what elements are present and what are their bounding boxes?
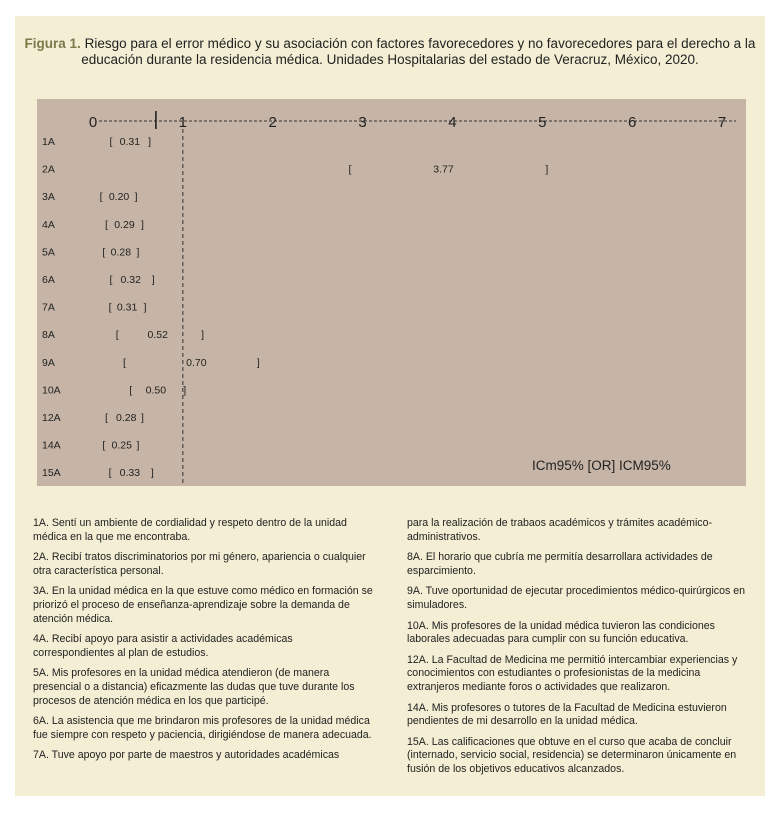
ci-high-bracket: ] [150, 467, 154, 480]
ci-high-bracket: ] [201, 329, 205, 342]
row-label: 6A [42, 274, 55, 286]
or-value-label: 3.77 [433, 163, 454, 176]
ci-high-bracket: ] [140, 218, 144, 231]
or-value-label: 0.28 [116, 412, 137, 424]
ci-low-bracket: [ [348, 163, 352, 176]
x-tick-label: 4 [448, 114, 457, 131]
ci-low-bracket: [ [108, 301, 112, 314]
ci-low-bracket: [ [102, 246, 106, 259]
or-value-label: 0.50 [145, 384, 167, 397]
note-item: 5A. Mis profesores en la unidad médica atendieron (de manera presencial o a distancia) eficazmente las dudas que tuve durante los procesos de atención médica en los que participé. [33, 667, 355, 707]
ci-high-bracket: ] [256, 356, 260, 369]
row-label: 1A [42, 136, 55, 148]
row-label: 7A [42, 301, 55, 314]
note-item: para la realización de trabaos académicos y trámites académico-administrativos. [407, 517, 713, 543]
row-label: 5A [42, 246, 55, 259]
or-value-label: 0.28 [110, 246, 132, 259]
x-tick-label: 3 [358, 114, 367, 131]
ci-low-bracket: [ [102, 439, 106, 452]
note-item: 9A. Tuve oportunidad de ejecutar procedimientos médico-quirúrgicos en simuladores. [407, 585, 746, 611]
row-label: 3A [42, 191, 55, 204]
row-label: 15A [42, 467, 61, 480]
or-value-label: 0.31 [116, 301, 138, 314]
or-value-label: 0.25 [111, 439, 132, 452]
row-label: 2A [42, 163, 55, 176]
ci-low-bracket: [ [109, 274, 113, 286]
figure-title [15, 36, 765, 68]
ci-low-bracket: [ [109, 136, 113, 148]
figure-title-text: Riesgo para el error médico y su asociación con factores favorecedores y no favorecedores para el derecho a la educación durante la residencia médica. Unidades Hospitalarias del estado de Veracruz, México, 2020. [81, 36, 756, 67]
ci-low-bracket: [ [108, 467, 112, 480]
row-label: 8A [42, 329, 55, 342]
note-item: 10A. Mis profesores de la unidad médica tuvieron las condiciones laborales adecuadas para cumplir con su función educativa. [407, 619, 715, 646]
ci-high-bracket: ] [183, 384, 187, 397]
row-label: 9A [42, 356, 55, 369]
or-value-label: 0.33 [119, 467, 141, 480]
x-tick-label: 0 [88, 114, 98, 131]
note-item: 12A. La Facultad de Medicina me permitió intercambiar experiencias y conocimientos con estudiantes o profesionistas de la medicina extranjeros mediante foros o actividades que realizaron. [407, 653, 738, 693]
or-value-label: 0.52 [147, 329, 168, 342]
x-tick-label: 5 [538, 114, 547, 131]
ci-high-bracket: ] [148, 136, 152, 148]
or-value-label: 0.29 [114, 218, 135, 231]
ci-high-bracket: ] [151, 274, 155, 286]
or-value-label: 0.70 [186, 356, 207, 369]
ci-high-bracket: ] [140, 412, 144, 424]
note-item: 15A. Las calificaciones que obtuve en el curso que acaba de concluir (internado, servicio social, residencia) se determinaron únicamente en fusión de los objetivos educativos alcanzados. [407, 735, 737, 775]
ci-low-bracket: [ [122, 356, 126, 369]
ci-high-bracket: ] [545, 163, 549, 176]
ci-low-bracket: [ [105, 412, 108, 424]
x-tick-label: 2 [268, 114, 277, 131]
row-label: 14A [42, 439, 61, 452]
legend-label: ICm95% [OR] ICM95% [532, 458, 671, 473]
row-label: 12A [42, 412, 61, 424]
ci-low-bracket: [ [105, 218, 108, 231]
or-value-label: 0.32 [120, 274, 141, 286]
ci-low-bracket: [ [129, 384, 133, 397]
note-item: 8A. El horario que cubría me permitía desarrollara actividades de esparcimiento. [407, 551, 713, 577]
ci-low-bracket: [ [115, 329, 119, 342]
note-item: 2A. Recibí tratos discriminatorios por mi género, apariencia o cualquier otra característica personal. [33, 551, 366, 577]
row-label: 10A [42, 384, 61, 397]
ci-high-bracket: ] [136, 246, 140, 259]
note-item: 1A. Sentí un ambiente de cordialidad y respeto dentro de la unidad médica en la que me encontraba. [33, 517, 347, 543]
or-value-label: 0.20 [108, 191, 130, 204]
forest-plot [37, 99, 746, 486]
x-tick-label: 6 [627, 114, 637, 131]
or-value-label: 0.31 [119, 136, 141, 148]
note-item: 7A. Tuve apoyo por parte de maestros y autoridades académicas [33, 749, 340, 762]
ci-high-bracket: ] [134, 191, 138, 204]
row-label: 4A [42, 218, 55, 231]
notes-column-right [407, 517, 753, 784]
notes-column-left [33, 517, 373, 770]
ci-high-bracket: ] [136, 439, 140, 452]
x-tick-label: 1 [178, 114, 188, 131]
ci-high-bracket: ] [143, 301, 147, 314]
note-item: 3A. En la unidad médica en la que estuve como médico en formación se priorizó el proceso de enseñanza-aprendizaje sobre la demanda de atención médica. [33, 585, 373, 625]
note-item: 4A. Recibí apoyo para asistir a actividades académicas correspondientes al plan de estudios. [33, 633, 293, 659]
note-item: 14A. Mis profesores o tutores de la Facultad de Medicina estuvieron pendientes de mi desarrollo en la unidad médica. [407, 701, 727, 728]
note-item: 6A. La asistencia que me brindaron mis profesores de la unidad médica fue siempre con respeto y paciencia, dirigiéndose de manera adecuada. [33, 715, 372, 741]
x-tick-label: 7 [717, 114, 727, 131]
ci-low-bracket: [ [99, 191, 103, 204]
figure-label: Figura 1. [24, 36, 81, 51]
